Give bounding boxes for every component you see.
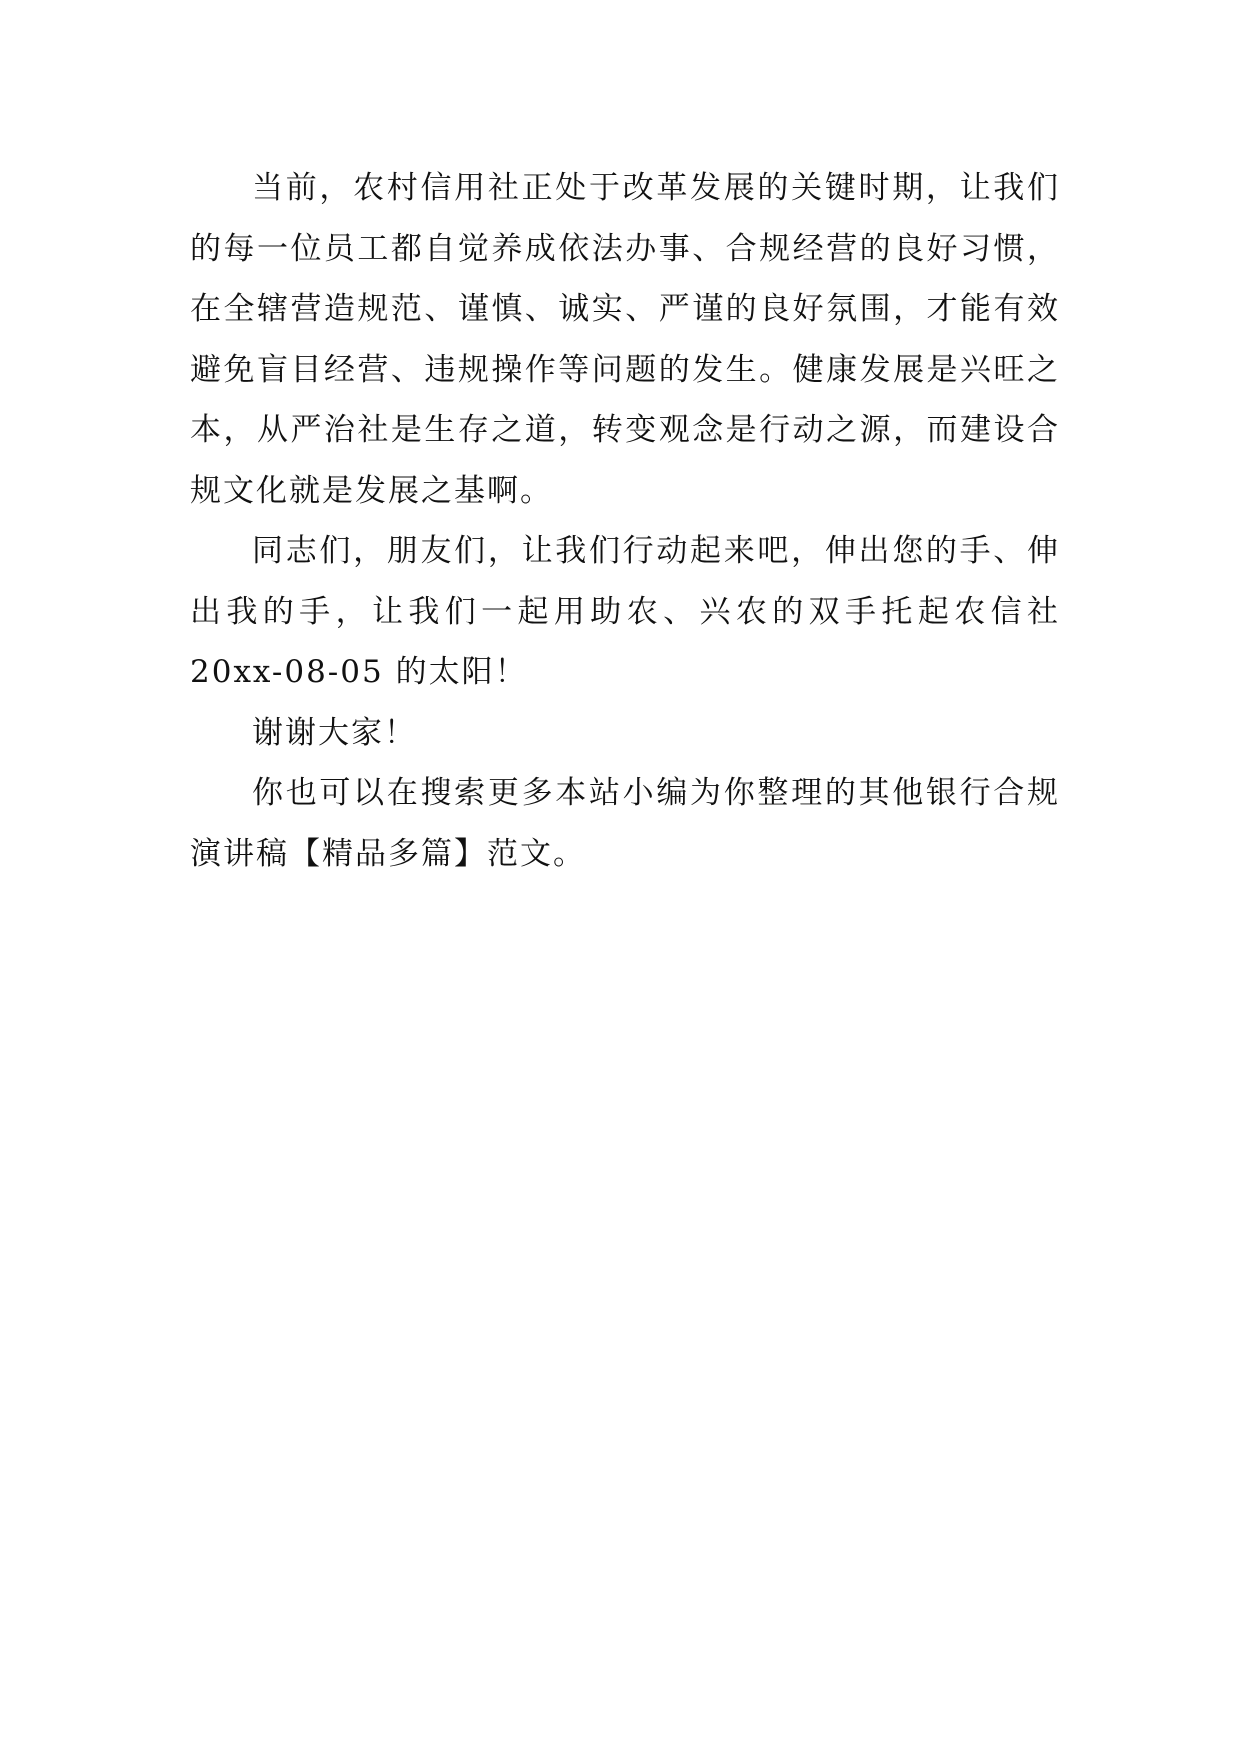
paragraph-thanks: 谢谢大家！: [252, 714, 417, 751]
paragraph-more-articles: 你也可以在搜索更多本站小编为你整理的其他银行合规演讲稿【精品多篇】范文。: [190, 775, 1060, 872]
paragraph-call-to-action: 同志们，朋友们，让我们行动起来吧，伸出您的手、伸出我的手，让我们一起用助农、兴农的双手托起农信社 20xx-08-05 的太阳！: [190, 533, 1060, 690]
document-body: [190, 158, 1060, 884]
paragraph-compliance-culture: 当前，农村信用社正处于改革发展的关键时期，让我们的每一位员工都自觉养成依法办事、合规经营的良好习惯，在全辖营造规范、谨慎、诚实、严谨的良好氛围，才能有效避免盲目经营、违规操作等问题的发生。健康发展是兴旺之本，从严治社是生存之道，转变观念是行动之源，而建设合规文化就是发展之基啊。: [190, 170, 1060, 509]
